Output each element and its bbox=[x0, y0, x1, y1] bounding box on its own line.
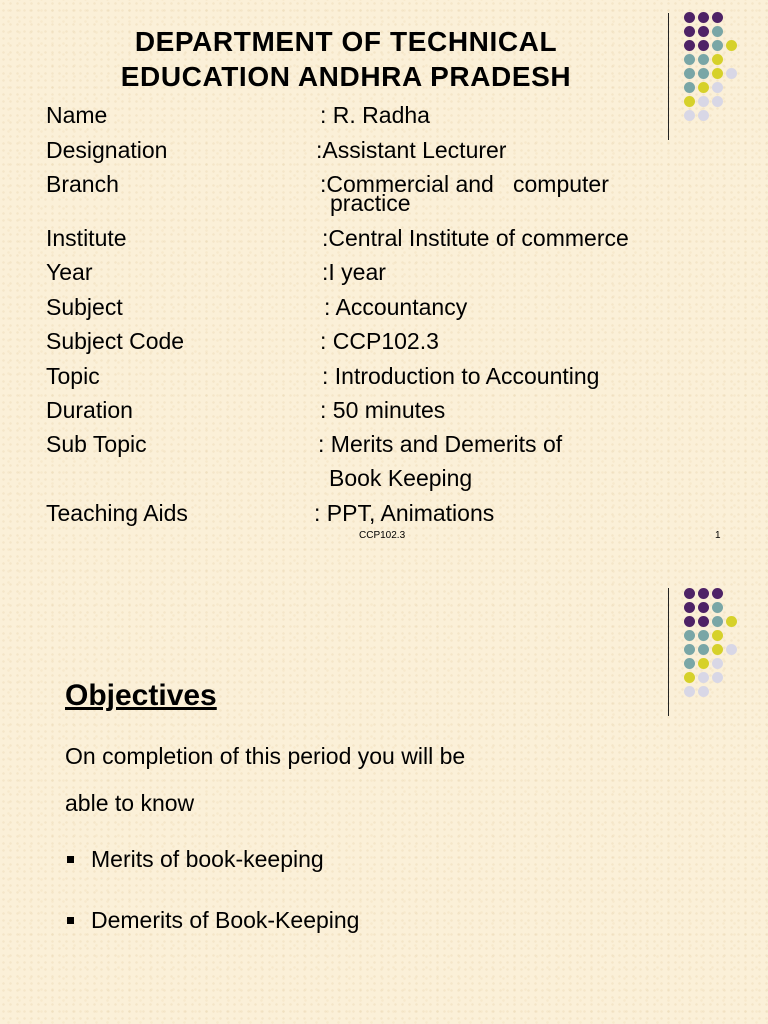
row-label: Subject Code bbox=[46, 328, 185, 354]
footer-code: CCP102.3 bbox=[359, 530, 406, 541]
divider-line bbox=[668, 588, 669, 716]
dot-icon bbox=[698, 616, 709, 627]
dot-icon bbox=[698, 96, 709, 107]
dot-icon bbox=[698, 630, 709, 641]
dot-icon bbox=[698, 68, 709, 79]
dot-icon bbox=[684, 658, 695, 669]
page-title bbox=[0, 24, 692, 94]
page-number: 1 bbox=[715, 530, 721, 541]
row-label: Designation bbox=[46, 137, 168, 163]
section-title: Objectives bbox=[65, 679, 217, 712]
title-line-1: DEPARTMENT OF TECHNICAL bbox=[134, 26, 558, 57]
dot-icon bbox=[684, 616, 695, 627]
row-label: Teaching Aids bbox=[46, 500, 188, 526]
row-value-continued: Book Keeping bbox=[329, 465, 473, 491]
dot-icon bbox=[712, 12, 723, 23]
dot-icon bbox=[698, 82, 709, 93]
dot-icon bbox=[698, 12, 709, 23]
dot-icon bbox=[712, 616, 723, 627]
dot-icon bbox=[684, 110, 695, 121]
dot-icon bbox=[712, 672, 723, 683]
dot-icon bbox=[684, 630, 695, 641]
dot-icon bbox=[712, 26, 723, 37]
bullet-square-icon bbox=[67, 917, 74, 924]
row-label: Topic bbox=[46, 363, 100, 389]
list-item-text: Merits of book-keeping bbox=[91, 846, 324, 872]
bullet-square-icon bbox=[67, 856, 74, 863]
dot-icon bbox=[684, 602, 695, 613]
title-line-2: EDUCATION ANDHRA PRADESH bbox=[120, 61, 572, 92]
intro-line-2: able to know bbox=[65, 790, 195, 816]
intro-line-1: On completion of this period you will be bbox=[65, 743, 466, 769]
row-label: Institute bbox=[46, 225, 127, 251]
row-label: Subject bbox=[46, 294, 123, 320]
row-value: :Commercial and computer bbox=[320, 171, 609, 197]
row-value: :Central Institute of commerce bbox=[322, 225, 629, 251]
row-label: Name bbox=[46, 102, 108, 128]
slide-2 bbox=[0, 570, 768, 1024]
list-item-text: Demerits of Book-Keeping bbox=[91, 907, 360, 933]
row-label: Year bbox=[46, 259, 93, 285]
row-value: :I year bbox=[322, 259, 386, 285]
row-value: : Merits and Demerits of bbox=[318, 431, 563, 457]
dot-icon bbox=[684, 588, 695, 599]
dot-icon bbox=[712, 644, 723, 655]
dot-icon bbox=[726, 68, 737, 79]
dot-icon bbox=[684, 686, 695, 697]
row-value: :Assistant Lecturer bbox=[316, 137, 507, 163]
row-label: Branch bbox=[46, 171, 119, 197]
row-value: : CCP102.3 bbox=[320, 328, 439, 354]
row-value: : R. Radha bbox=[320, 102, 430, 128]
dot-icon bbox=[698, 672, 709, 683]
dot-icon bbox=[712, 602, 723, 613]
dot-icon bbox=[698, 658, 709, 669]
dot-icon bbox=[698, 26, 709, 37]
dot-icon bbox=[712, 96, 723, 107]
dot-icon bbox=[698, 644, 709, 655]
dot-icon bbox=[698, 54, 709, 65]
dot-icon bbox=[712, 54, 723, 65]
dot-icon bbox=[726, 644, 737, 655]
dot-icon bbox=[684, 644, 695, 655]
row-value: : Introduction to Accounting bbox=[322, 363, 600, 389]
row-value-continued: practice bbox=[330, 190, 411, 216]
dot-icon bbox=[698, 588, 709, 599]
dot-icon bbox=[712, 82, 723, 93]
row-value: : 50 minutes bbox=[320, 397, 446, 423]
dot-icon bbox=[712, 40, 723, 51]
dot-icon bbox=[698, 110, 709, 121]
dot-icon bbox=[684, 96, 695, 107]
dot-icon bbox=[726, 40, 737, 51]
dot-icon bbox=[684, 672, 695, 683]
row-value: : PPT, Animations bbox=[314, 500, 495, 526]
dot-icon bbox=[698, 40, 709, 51]
dot-icon bbox=[712, 630, 723, 641]
dot-icon bbox=[698, 602, 709, 613]
dot-icon bbox=[712, 68, 723, 79]
dot-icon bbox=[712, 658, 723, 669]
dot-icon bbox=[698, 686, 709, 697]
row-value: : Accountancy bbox=[324, 294, 468, 320]
row-label: Duration bbox=[46, 397, 133, 423]
dot-icon bbox=[726, 616, 737, 627]
row-label: Sub Topic bbox=[46, 431, 147, 457]
dot-icon bbox=[712, 588, 723, 599]
dot-icon bbox=[684, 12, 695, 23]
